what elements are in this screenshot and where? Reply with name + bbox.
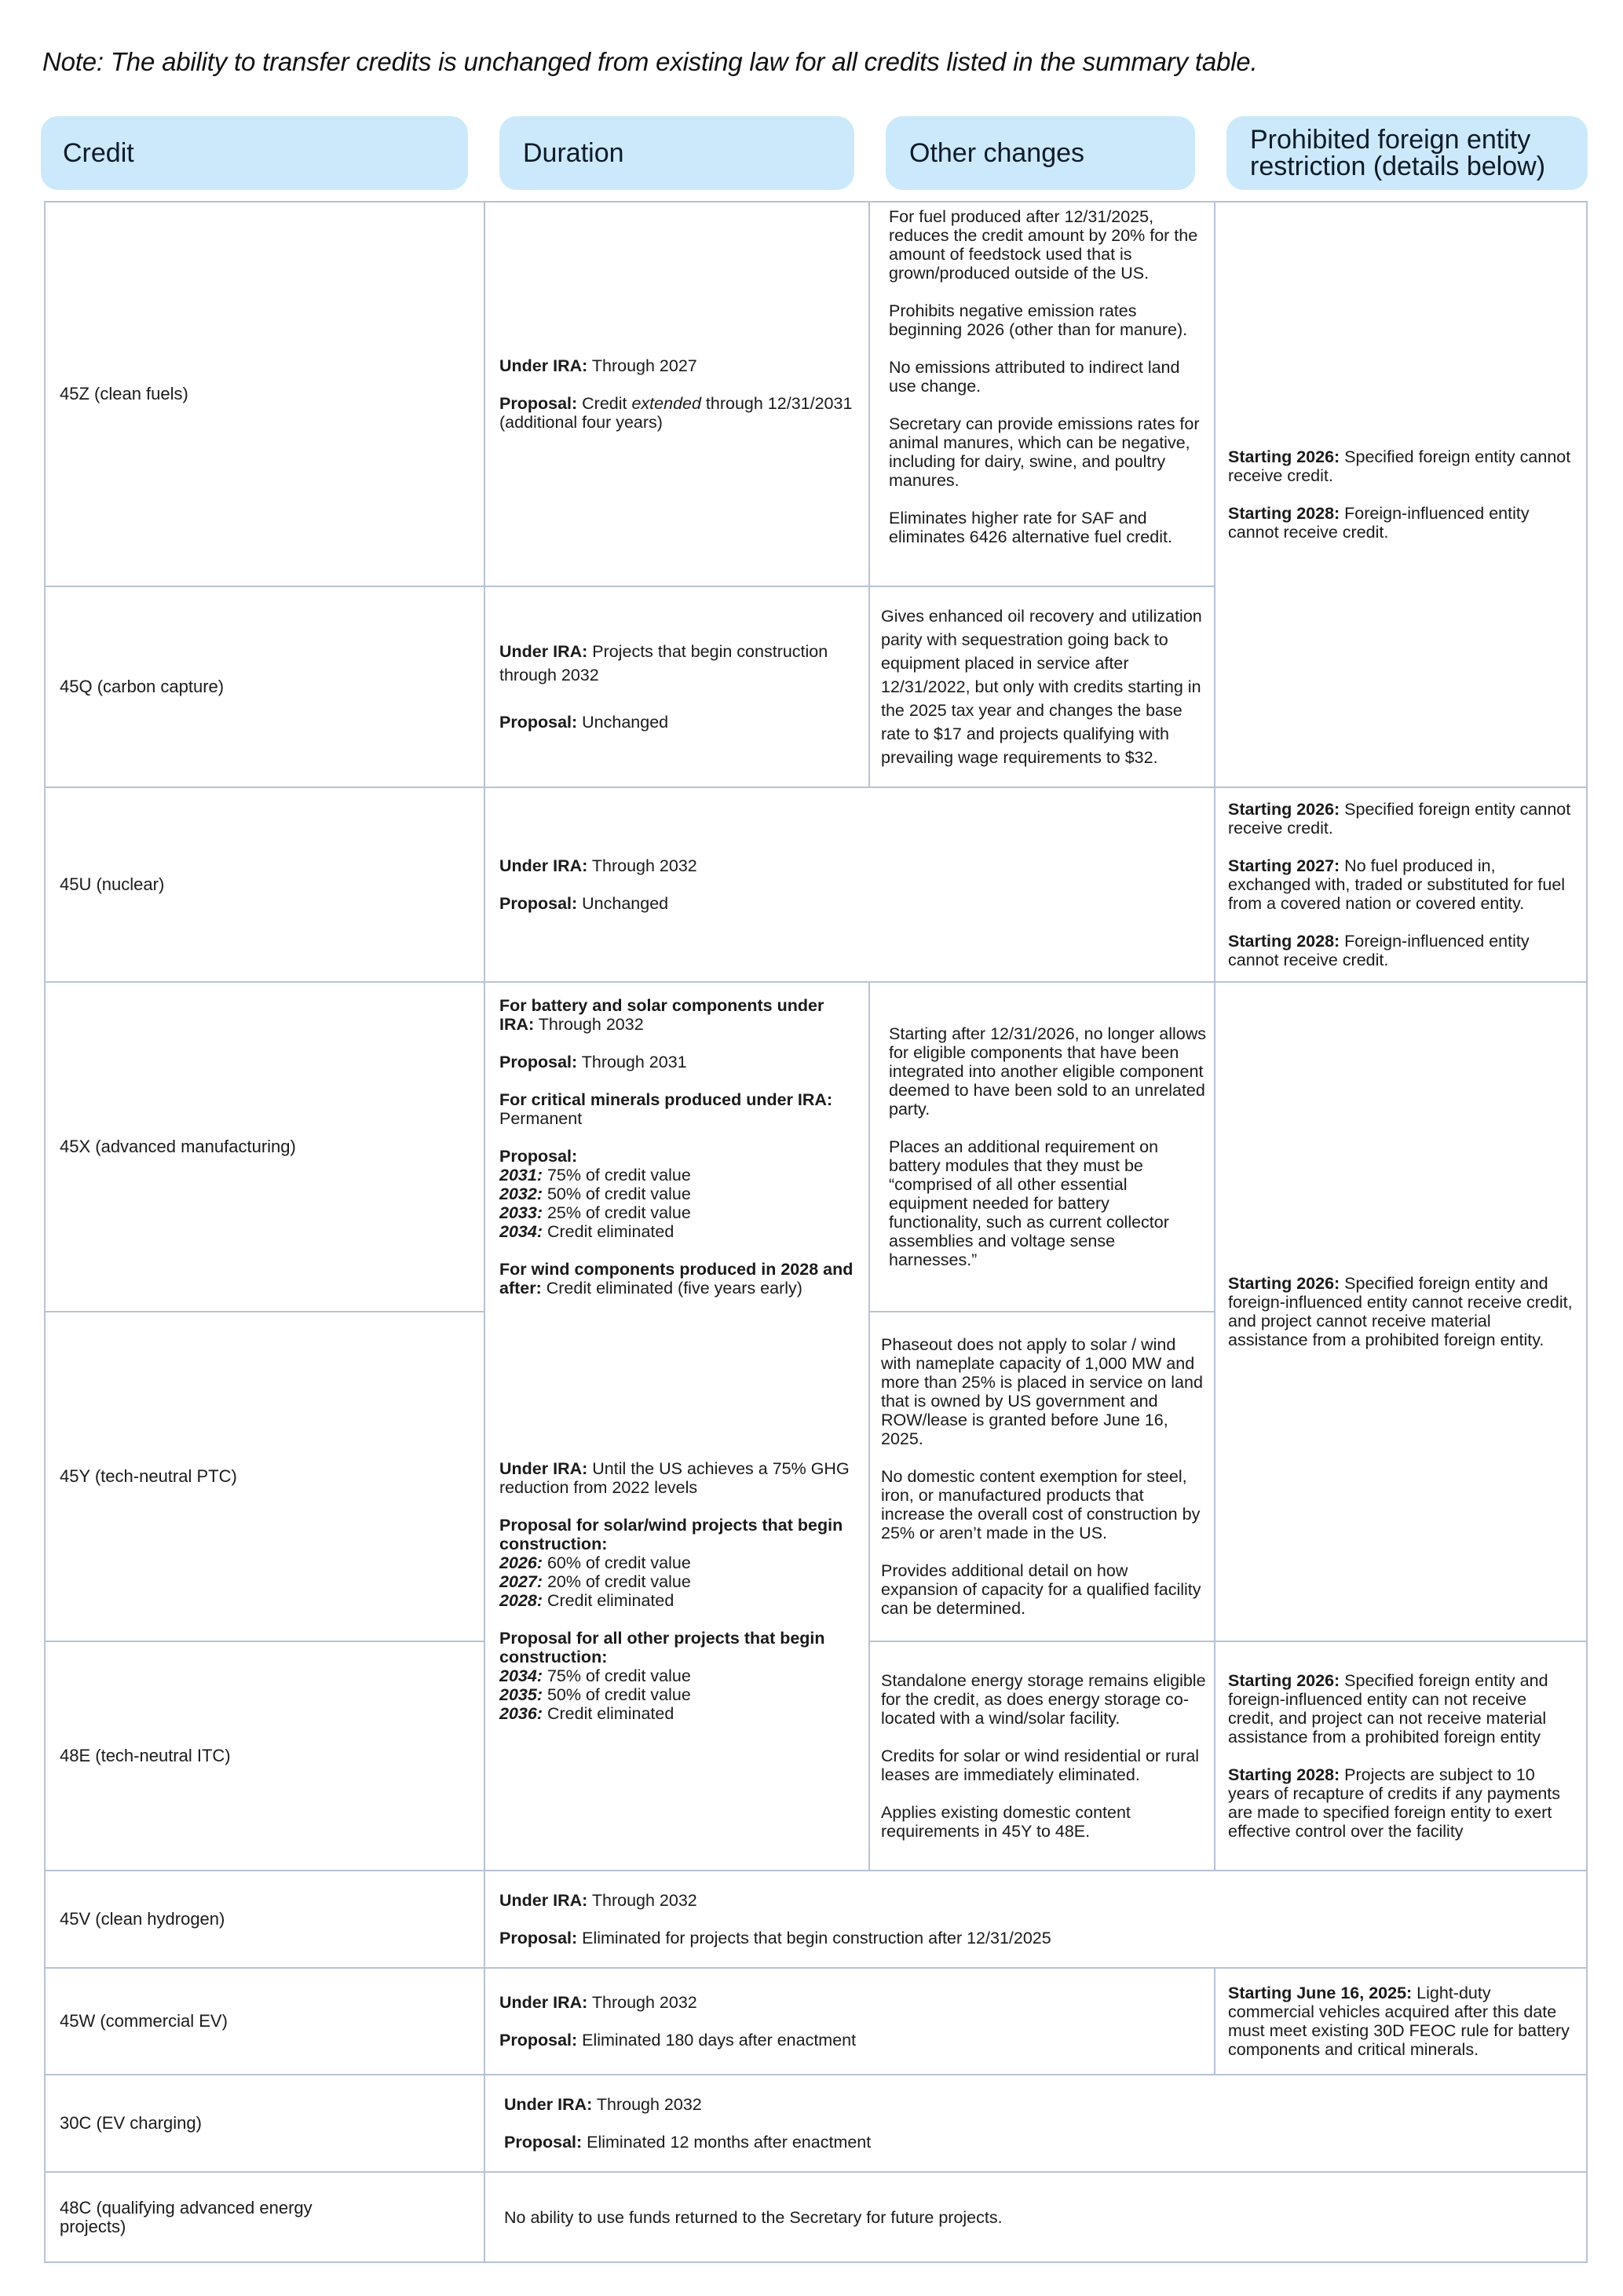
- duration-45y-48e: Under IRA: Until the US achieves a 75% GHG reduction from 2022 levels Proposal for solar/wind projects that begin construction: 2026: 60% of credit value 2027: 20% of credit value 2028: Credit eliminated Proposal for all other projects that begin construction: 2034: 75% of credit value 2035: 50% of credit value 2036: Credit eliminated: [499, 1459, 850, 1723]
- other-changes-45q: Gives enhanced oil recovery and utilization parity with sequestration going back to equipment placed in service after 12/31/2022, but only with credits starting in the 2025 tax year and changes the base rate to $17 and projects qualifying with prevailing wage requirements to $32.: [881, 607, 1202, 767]
- duration-45u: Under IRA: Through 2032 Proposal: Unchanged: [499, 856, 697, 913]
- header-other-changes: Other changes: [886, 116, 1195, 190]
- duration-48c: No ability to use funds returned to the Secretary for future projects.: [504, 2207, 1003, 2227]
- header-duration: Duration: [499, 116, 854, 190]
- pfe-45w: Starting June 16, 2025: Light-duty commercial vehicles acquired after this date must meet existing 30D FEOC rule for battery components and critical minerals.: [1228, 1984, 1570, 2059]
- header-credit: Credit: [41, 116, 468, 190]
- credits-table: [44, 201, 1588, 2263]
- duration-45x: For battery and solar components under IRA: Through 2032 Proposal: Through 2031 For critical minerals produced under IRA: Permanent Proposal: 2031: 75% of credit value 2032: 50% of credit value 2033: 25% of credit value 2034: Credit eliminated For wind components produced in 2028 and after: Credit eliminated (five years early): [499, 996, 854, 1298]
- other-changes-45x: Starting after 12/31/2026, no longer allows for eligible components that have been integrated into another eligible component deemed to have been sold to an unrelated party. Places an additional requirement on battery modules that they must be “comprised of all other essential equipment needed for battery functionality, such as current collector assemblies and voltage sense harnesses.”: [889, 1024, 1206, 1269]
- duration-30c: Under IRA: Through 2032 Proposal: Eliminated 12 months after enactment: [504, 2095, 872, 2152]
- credit-name-45y: 45Y (tech-neutral PTC): [60, 1466, 237, 1486]
- credit-name-45x: 45X (advanced manufacturing): [60, 1137, 296, 1156]
- duration-45v: Under IRA: Through 2032 Proposal: Eliminated for projects that begin construction after 12/31/2025: [499, 1891, 1051, 1947]
- duration-45q: Under IRA: Projects that begin construction through 2032 Proposal: Unchanged: [499, 642, 828, 732]
- pfe-45u: Starting 2026: Specified foreign entity cannot receive credit. Starting 2027: No fuel produced in, exchanged with, traded or substituted for fuel from a covered nation or covered entity. Starting 2028: Foreign-influenced entity cannot receive credit.: [1228, 800, 1571, 969]
- other-changes-45y: Phaseout does not apply to solar / wind with nameplate capacity of 1,000 MW and more than 25% is placed in service on land that is owned by US government and ROW/lease is granted before June 16, 2025. No domestic content exemption for steel, iron, or manufactured products that increase the overall cost of construction by 25% or aren’t made in the US. Provides additional detail on how expansion of capacity for a qualified facility can be determined.: [881, 1335, 1203, 1618]
- credit-name-45z: 45Z (clean fuels): [60, 384, 188, 403]
- pfe-48e: Starting 2026: Specified foreign entity and foreign-influenced entity can not receive credit, and project can not receive material assistance from a prohibited foreign entity Starting 2028: Projects are subject to 10 years of recapture of credits if any payments are made to specified foreign entity to exert effective control over the facility: [1228, 1671, 1561, 1841]
- credit-name-48c: 48C (qualifying advanced energy projects): [60, 2197, 313, 2236]
- credit-name-45w: 45W (commercial EV): [60, 2011, 228, 2031]
- header-prohibited-foreign-entity: Prohibited foreign entity restriction (details below): [1226, 116, 1588, 190]
- other-changes-45z: For fuel produced after 12/31/2025, reduces the credit amount by 20% for the amount of feedstock used that is grown/produced outside of the US. Prohibits negative emission rates beginning 2026 (other than for manure). No emissions attributed to indirect land use change. Secretary can provide emissions rates for animal manures, which can be negative, including for dairy, swine, and poultry manures. Eliminates higher rate for SAF and eliminates 6426 alternative fuel credit.: [889, 207, 1200, 546]
- pfe-45z-45q: Starting 2026: Specified foreign entity cannot receive credit. Starting 2028: Foreign-influenced entity cannot receive credit.: [1228, 447, 1571, 542]
- credit-name-45v: 45V (clean hydrogen): [60, 1909, 225, 1929]
- other-changes-48e: Standalone energy storage remains eligible for the credit, as does energy storage co-located with a wind/solar facility. Credits for solar or wind residential or rural leases are immediately eliminated. Applies existing domestic content requirements in 45Y to 48E.: [881, 1671, 1206, 1841]
- credit-name-30c: 30C (EV charging): [60, 2113, 202, 2133]
- pfe-45x-45y: Starting 2026: Specified foreign entity and foreign-influenced entity cannot receive credit, and project cannot receive material assistance from a prohibited foreign entity.: [1228, 1274, 1573, 1349]
- duration-45z: Under IRA: Through 2027 Proposal: Credit extended through 12/31/2031 (additional four years): [499, 356, 853, 432]
- credit-name-45q: 45Q (carbon capture): [60, 677, 225, 696]
- duration-45w: Under IRA: Through 2032 Proposal: Eliminated 180 days after enactment: [499, 1993, 857, 2050]
- credit-name-45u: 45U (nuclear): [60, 874, 165, 894]
- transfer-note: Note: The ability to transfer credits is unchanged from existing law for all credits listed in the summary table.: [42, 47, 1258, 76]
- credit-name-48e: 48E (tech-neutral ITC): [60, 1746, 231, 1765]
